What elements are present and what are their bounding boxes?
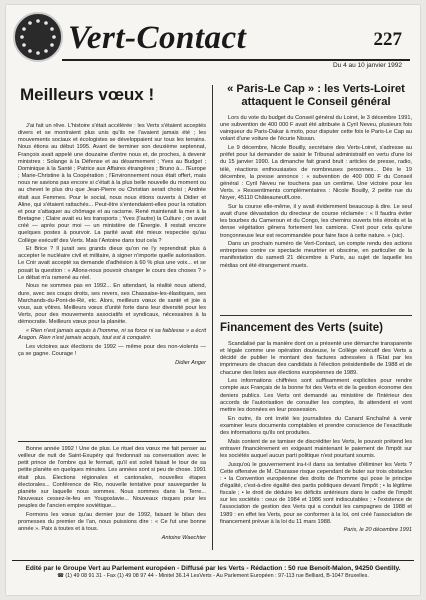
vertical-divider bbox=[212, 85, 213, 550]
footer-publisher-line: Edité par le Groupe Vert au Parlement européen - Diffusé par les Verts - Rédaction : 50 rue Benoît-Malon, 94250 Gentilly. bbox=[25, 565, 401, 572]
article-divider bbox=[220, 315, 412, 316]
dateline: Paris, le 20 décembre 1991 bbox=[343, 527, 412, 534]
paragraph: Mais content de se tamiser de discréditer les Verts, le pouvoir prétend les entraver financièrement en exigeant maintenant le paiement de l'impôt sur les sociétés auquel aucun parti politique n'est pourtant soumis. bbox=[220, 438, 412, 459]
article-title-meilleurs-voeux: Meilleurs vœux ! bbox=[20, 85, 155, 104]
article-meilleurs-voeux-body bbox=[18, 123, 206, 367]
article-title-financement: Financement des Verts (suite) bbox=[220, 322, 383, 334]
article-title-paris-le-cap: « Paris-Le Cap » : les Verts-Loiret attaquent le Conseil général bbox=[227, 83, 405, 109]
signature-antoine-waechter: Antoine Waechter bbox=[161, 534, 206, 541]
issue-date: Du 4 au 10 janvier 1992 bbox=[332, 62, 402, 69]
paragraph: Bonne année 1992 ! Une de plus. Le rituel des vœux me fait penser au veilleur de nuit de Saint-Exupéry qui fredonnait sa conversation avec le petit prince de l'ombre qui le fermait, qu'il est soleil faisait le tour de sa petite planète en quelques minutes. Les années sont si peu de chose. 1991 était plus. Élections régionales et cantonales, nouvelles étapes électorales... Conférence de Rio, nouvelle tentative pour sauvegarder la planète sur laquelle nous sommes. Nous sommes dans la Terre... Nouveaux cessez-le-feu en Yougoslavie... Nouveaux risques pour les peuples de l'ancien empire soviétique... bbox=[18, 446, 206, 510]
newsletter-page bbox=[6, 5, 420, 595]
footer-divider bbox=[12, 560, 414, 561]
paragraph: Jusqu'où le gouvernement ira-t-il dans sa tentative d'éliminer les Verts ? Cette offensive de M. Charasse risque cependant de buter sur trois obstacles : • la Convention européenne des droits de l'homme qui pose le principe d'égalité, c'est-à-dire égalité des partis politiques devant l'impôt ; • la légitime fiscale ; • le droit de déduire les déficits antérieurs dans le cadre de l'impôt sur les sociétés : ceux de 1984 et 1986 sont indiscutables ; • l'existence de l'association de gestion des Verts qui a conduit les campagnes de 1988 et 1989 : en effet les Verts, pour se conformer à la loi, ont créé l'association de financement prévue à la loi du 11 mars 1988. bbox=[220, 461, 412, 525]
article-paris-le-cap-body bbox=[220, 115, 412, 271]
paragraph: Les informations chiffrées sont suffisamment explicites pour rendre compte aux Français de la bonne foi des Verts et de la gestion économe des deniers publics. Les Verts ont demandé au ministère de l'Intérieur des accords de l'autorisation de consulter les comptes, ils attendent et vont mettre les données en leur possession. bbox=[220, 378, 412, 413]
newsletter-title: Vert-Contact bbox=[68, 20, 247, 56]
paragraph: Dans un prochain numéro de Vert-Contact, un compte rendu des actions entreprises contre ce spectacle meurtrier et obscène, en particulier de la manifestation du samedi 21 décembre à Paris, au sujet de laquelle les médias ont été étrangement muets. bbox=[220, 241, 412, 269]
article-bonne-annee-body bbox=[18, 446, 206, 542]
paragraph: Les victoires aux élections de 1992 — même pour des non-violents — ça se gagne. Courage ! bbox=[18, 343, 206, 357]
paragraph: Lors du vote du budget du Conseil général du Loiret, le 3 décembre 1991, une subvention de 400 000 F avait été attribuée à Cyril Neveu, plusieurs fois vainqueur du Paris-Dakar à moto, pour disputer cette fois le Paris-Le Cap au volant d'une voiture de l'écurie Nissan. bbox=[220, 115, 412, 143]
article-financement-body bbox=[220, 341, 412, 535]
quote-paragraph: « Rien n'est jamais acquis à l'homme, ni sa force ni sa faiblesse » a écrit Aragon. Rien n'est jamais acquis, tout est à conquérir. bbox=[18, 327, 206, 342]
signature-didier-anger: Didier Anger bbox=[175, 359, 206, 366]
paragraph: En outre, ils ont invité les journalistes du Canard Enchaîné à venir examiner leurs documents comptables et prendre conscience de l'exactitude des informations qu'ils ont produites. bbox=[220, 415, 412, 436]
paragraph: Nous ne sommes pas en 1992... En attendant, la réalité nous attend, dure, avec ses coups droits, ses revers, ses Chassaise-les-élastiques, ses Marchands-du-Pont-de-Ré, etc. Alors, meilleurs vœux de santé et joie à vous, aux vôtres. Meilleurs vœux d'unité forte dans leur diversité pour les Verts, pour des mouvements associatifs et syndicaux, nécessaires à la démocratie. Meilleurs vœux pour la planète. bbox=[18, 283, 206, 326]
paragraph: Scandalisé par la manière dont on a présenté une démarche transparente et légale comme une opération douteuse, le Collège exécutif des Verts a décidé de publier le montant des factures adressées à l'Etat par les imprimeurs de chacun des candidats à l'élection présidentielle de 1988 et de chacune des listes aux élections européennes de 1989. bbox=[220, 341, 412, 376]
eu-stars-logo bbox=[13, 12, 63, 62]
footer-contact-line: ☎ (1) 49 08 91 31 - Fax (1) 49 08 97 44 - Minitel 36.14 LesVerts - Au Parlement Européen : 97-113 rue Belliard, B-1047 Bruxelles. bbox=[57, 573, 369, 579]
paragraph: Sur la course elle-même, il y avait évidemment beaucoup à dire. Le seul avait d'une dévastation du directeur de course réclamée : « Il faudra éviter les bourbes du Cameroun et du Congo, les chemins ouverts très étroits et la dense végétation gênera fortement les camions. C'est pour cela qu'une tronçonneuse leur est recommandée pour faire face à cette nature. » (sic). bbox=[220, 203, 412, 239]
column-divider bbox=[18, 441, 206, 442]
footer bbox=[6, 565, 420, 579]
paragraph: Formons les vœux qu'au dernier jour de 1992, faisant le bilan des promesses du premier de l'an, nous puissions dire : « Ce fut une bonne année ». Paix à toutes et à tous. bbox=[18, 511, 206, 533]
issue-number: 227 bbox=[373, 29, 402, 50]
paragraph: Et Brice ? Il jurait ses grands dieux qu'on ne l'y reprendrait plus à accepter le nucléaire civil et militaire, à signer n'importe quelle autorisation. Le Cnir avait accepté sa demande d'adhésion à 60 % plus une voix... et se posait la question : « Allons-nous pouvoir changer le cours des choses ? » Le débat m'a ramené au réel. bbox=[18, 246, 206, 281]
header-divider bbox=[62, 59, 410, 61]
paragraph: Le 9 décembre, Nicole Bouilly, secrétaire des Verts-Loiret, s'adresse au préfet pour lui demander de saisir le Tribunal administratif en vertu d'une loi du 15 janvier 1990. La dimanche fait grand bruit : articles de presse, radio, télé, réactions enthousiastes de nombreuses personnes... Dès le 19 décembre, la presse annonce : « subvention de 400 000 F du Conseil général : Cyril Neveu ne touchera pas un centime. Une victoire pour les Verts. » Ressentiments complémentaires : Nicole Bouilly, 2 petite rue du Noyer, 45110 Châteauneuf/Loire. bbox=[220, 145, 412, 202]
paragraph: J'ai fait un rêve. L'histoire s'était accélérée : les Verts s'étaient acceptés divers et se montraient plus unis qu'ils ne l'avaient jamais été ; les mouvements sociaux et écologistes se développaient sur tous les terrains. Nous étions au début 1995. Avant de terminer son deuxième septennat, François avait appelé une douzaine d'entre nous et, de proches, à devenir ministres : Solange à la Défense et au désarmement ; Yves au Budget ; Dominique à la Santé ; Patrice aux Affaires étrangères ; Bruno à... l'Europe ; Marie-Christine à la Coopération ; l'Environnement nous était offert, mais nous ne savions pas encore si c'était à la plus belle nouvelle du moment ou au chevet le plus dru que Jean-Pierre ou Christian serait choisi ; Andrée était aux Femmes. Pour le social, nous nous étions ouverts à Didier et Aline, qui s'étaient rattachés... Peut-être s'entendaient-elles pour la rotation et pour s'attaquer au chômage et au racisme. René maintenait la mer à la Bretagne ; Claire avait eu les transports ; Yves (l'autre) la Culture ; on avait créé — après pour moi — un ministère de l'Énergie. Il restait encore quelques postes à pourvoir. La parité avait été mieux respectée qu'au Collège exécutif des Verts. Mais l'Antoine dans tout cela ? bbox=[18, 123, 206, 244]
